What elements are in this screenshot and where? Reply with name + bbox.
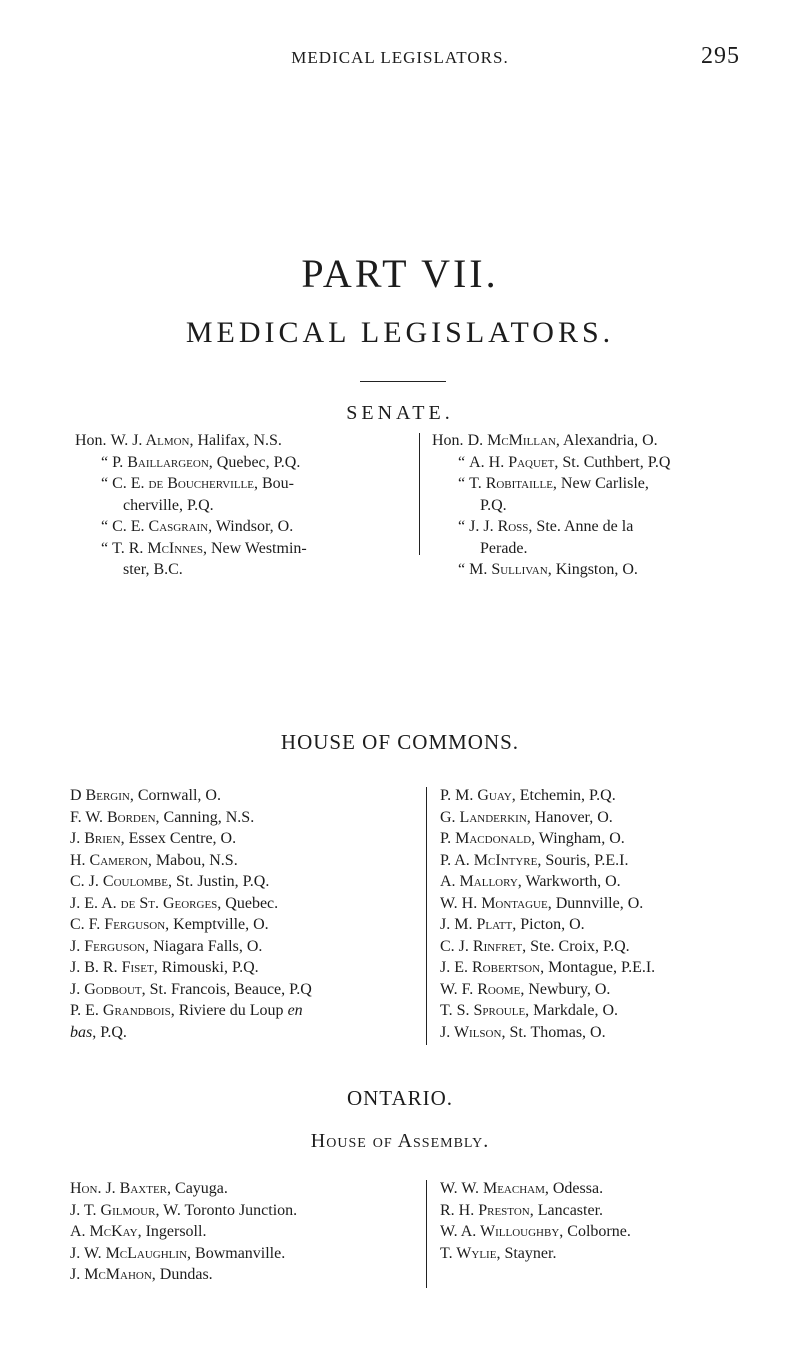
member-entry-continued: [75, 559, 405, 581]
member-name: P. A. McIntyre: [440, 851, 538, 869]
member-place-italic: en: [287, 1002, 303, 1019]
member-entry-continued: [75, 495, 405, 517]
member-entry: [75, 516, 405, 538]
member-place: , St. Thomas, O.: [501, 1023, 606, 1041]
member-name: C. J. Coulombe: [70, 873, 168, 890]
member-entry: [440, 1022, 770, 1044]
member-place-continued: bas, P.Q.: [70, 1023, 127, 1041]
member-place: , Etchemin, P.Q.: [511, 787, 616, 804]
senate-right-column: [432, 430, 752, 581]
member-place: , Lancaster.: [529, 1201, 604, 1219]
member-name: J. Brien: [70, 830, 121, 847]
assembly-left-column: [70, 1178, 410, 1286]
member-place: , Picton, O.: [512, 916, 585, 933]
member-place: , W. Toronto Junction.: [155, 1201, 298, 1219]
commons-heading: HOUSE OF COMMONS.: [280, 730, 520, 754]
member-entry: [432, 473, 752, 495]
member-place: , Rimouski, P.Q.: [153, 959, 259, 976]
member-name: J. W. McLaughlin: [70, 1244, 188, 1262]
title-prefix: “: [101, 518, 113, 535]
senate-heading: SENATE.: [346, 402, 454, 424]
member-entry: [70, 1264, 410, 1286]
title-prefix: “: [458, 475, 470, 492]
member-place: , Warkworth, O.: [517, 873, 621, 890]
member-entry: [70, 850, 400, 872]
member-place: , Newbury, O.: [520, 980, 611, 998]
member-name: M. Sullivan: [469, 561, 548, 578]
member-entry: [75, 473, 405, 495]
member-place: , Stayner.: [496, 1244, 557, 1262]
member-place: , Alexandria, O.: [555, 432, 658, 449]
senate-left-column: [75, 430, 405, 581]
member-name: J. T. Gilmour: [70, 1201, 156, 1219]
member-place-continued: P.Q.: [480, 496, 507, 514]
member-entry: [70, 1221, 410, 1243]
member-entry: [70, 1200, 410, 1222]
running-title: MEDICAL LEGISLATORS.: [291, 48, 509, 67]
title-rule: [360, 381, 446, 382]
member-place: , Montague, P.E.I.: [540, 959, 656, 976]
member-place: , Bou-: [254, 475, 294, 492]
member-entry: [70, 1243, 410, 1265]
member-place: , Ingersoll.: [137, 1223, 207, 1240]
title-prefix: “: [458, 453, 470, 471]
member-entry: [70, 914, 400, 936]
member-place: , Hanover, O.: [526, 808, 613, 826]
member-entry: [440, 1221, 770, 1243]
member-name: T. R. McInnes: [112, 539, 203, 557]
member-place: , Kingston, O.: [547, 561, 638, 578]
member-name: C. J. Rinfret: [440, 937, 523, 955]
member-entry: [440, 807, 770, 829]
member-name: T. Robitaille: [469, 475, 553, 492]
member-entry: [440, 828, 770, 850]
member-entry: [440, 957, 770, 979]
member-entry: [70, 828, 400, 850]
member-name: D. McMillan: [467, 432, 556, 449]
member-name: J. B. R. Fiset: [70, 959, 154, 976]
member-place-continued: cherville, P.Q.: [123, 496, 214, 514]
member-place: , Canning, N.S.: [155, 808, 255, 826]
title-prefix: “: [101, 475, 113, 492]
member-entry-continued: [432, 538, 752, 560]
member-name: W. F. Roome: [440, 980, 521, 998]
member-place: , Souris, P.E.I.: [537, 851, 629, 869]
member-name: W. A. Willoughby: [440, 1223, 560, 1240]
member-name: J. Wilson: [440, 1023, 502, 1041]
column-divider: [426, 787, 427, 1045]
member-name: T. S. Sproule: [440, 1002, 526, 1019]
member-place: , St. Justin, P.Q.: [167, 873, 270, 890]
member-name: C. E. Casgrain: [112, 518, 209, 535]
title-prefix: Hon.: [432, 432, 468, 449]
member-entry: [70, 979, 400, 1001]
member-place: , Riviere du Loup: [170, 1002, 288, 1019]
member-name: J. Ferguson: [70, 937, 146, 955]
member-entry: [440, 785, 770, 807]
member-place: , Bowmanville.: [187, 1244, 286, 1262]
member-place: , Quebec.: [217, 894, 279, 912]
member-name: A. H. Paquet: [469, 453, 555, 471]
member-place: , New Westmin-: [202, 539, 307, 557]
member-name: W. J. Almon: [110, 432, 190, 449]
member-name: A. Mallory: [440, 873, 518, 890]
member-place: , New Carlisle,: [552, 475, 649, 492]
member-name: J. J. Ross: [469, 518, 529, 535]
member-entry: [432, 559, 752, 581]
ontario-heading: ONTARIO.: [346, 1086, 454, 1110]
member-entry-continued: [70, 1022, 400, 1044]
member-entry: [70, 1000, 400, 1022]
member-entry: [75, 452, 405, 474]
member-entry: [70, 893, 400, 915]
member-name: P. Macdonald: [440, 830, 532, 847]
page-number: 295: [701, 43, 740, 69]
member-name: W. W. Meacham: [440, 1180, 545, 1197]
column-divider: [426, 1180, 427, 1288]
title-prefix: “: [101, 539, 113, 557]
title-prefix: “: [101, 453, 113, 471]
member-place-continued: Perade.: [480, 539, 528, 557]
member-entry: [440, 1243, 770, 1265]
member-place: , Cornwall, O.: [129, 787, 221, 804]
member-place: , Ste. Croix, P.Q.: [522, 937, 630, 955]
member-entry: [440, 914, 770, 936]
member-name: W. H. Montague: [440, 894, 548, 912]
member-entry: [440, 850, 770, 872]
member-place: , Wingham, O.: [531, 830, 625, 847]
member-entry: [70, 936, 400, 958]
commons-left-column: [70, 785, 400, 1043]
member-name: D Bergin: [70, 787, 130, 804]
assembly-right-column: [440, 1178, 770, 1264]
member-place: , Cayuga.: [167, 1180, 228, 1197]
main-title: MEDICAL LEGISLATORS.: [185, 316, 615, 349]
assembly-subheading: House of Assembly.: [310, 1130, 490, 1152]
member-name: P. E. Grandbois: [70, 1002, 171, 1019]
member-name: Hon. J. Baxter: [70, 1180, 168, 1197]
commons-right-column: [440, 785, 770, 1043]
title-prefix: Hon.: [75, 432, 111, 449]
member-entry: [75, 538, 405, 560]
member-entry: [432, 516, 752, 538]
member-place: , St. Cuthbert, P.Q: [554, 453, 671, 471]
member-place: , Mabou, N.S.: [147, 851, 238, 869]
member-place: , Colborne.: [559, 1223, 631, 1240]
member-name: G. Landerkin: [440, 808, 527, 826]
part-title: PART VII.: [301, 251, 499, 296]
member-name: J. McMahon: [70, 1266, 152, 1283]
member-name: A. McKay: [70, 1223, 138, 1240]
member-name: T. Wylie: [440, 1244, 497, 1262]
member-entry: [70, 871, 400, 893]
member-entry: [70, 957, 400, 979]
member-entry: [440, 936, 770, 958]
member-place-continued: ster, B.C.: [123, 561, 183, 578]
member-place: , Essex Centre, O.: [120, 830, 237, 847]
member-name: P. Baillargeon: [112, 453, 209, 471]
member-place: , Quebec, P.Q.: [208, 453, 301, 471]
member-name: R. H. Preston: [440, 1201, 530, 1219]
member-entry: [440, 893, 770, 915]
member-entry: [440, 1000, 770, 1022]
member-name: J. M. Platt: [440, 916, 513, 933]
member-entry: [75, 430, 405, 452]
member-entry: [440, 1178, 770, 1200]
member-entry: [70, 785, 400, 807]
member-name: C. E. de Boucherville: [112, 475, 254, 492]
member-entry: [440, 1200, 770, 1222]
member-place: , Ste. Anne de la: [528, 518, 634, 535]
member-place: , Markdale, O.: [525, 1002, 619, 1019]
member-name: P. M. Guay: [440, 787, 512, 804]
member-name: C. F. Ferguson: [70, 916, 166, 933]
member-name: H. Cameron: [70, 851, 148, 869]
member-place: , Dunnville, O.: [547, 894, 644, 912]
title-prefix: “: [458, 561, 470, 578]
member-place: , Windsor, O.: [208, 518, 294, 535]
member-name: J. Godbout: [70, 980, 142, 998]
member-entry: [432, 452, 752, 474]
member-entry: [70, 807, 400, 829]
member-entry: [432, 430, 752, 452]
member-name: J. E. A. de St. Georges: [70, 894, 218, 912]
column-divider: [419, 433, 420, 555]
title-prefix: “: [458, 518, 470, 535]
member-place: , Halifax, N.S.: [189, 432, 282, 449]
member-name: F. W. Borden: [70, 808, 156, 826]
member-entry: [440, 871, 770, 893]
member-name: J. E. Robertson: [440, 959, 541, 976]
member-entry: [70, 1178, 410, 1200]
member-place: , Niagara Falls, O.: [145, 937, 263, 955]
member-place: , Odessa.: [544, 1180, 604, 1197]
member-entry-continued: [432, 495, 752, 517]
member-place: , St. Francois, Beauce, P.Q: [141, 980, 312, 998]
member-entry: [440, 979, 770, 1001]
member-place: , Kemptville, O.: [165, 916, 269, 933]
member-place: , Dundas.: [151, 1266, 213, 1283]
